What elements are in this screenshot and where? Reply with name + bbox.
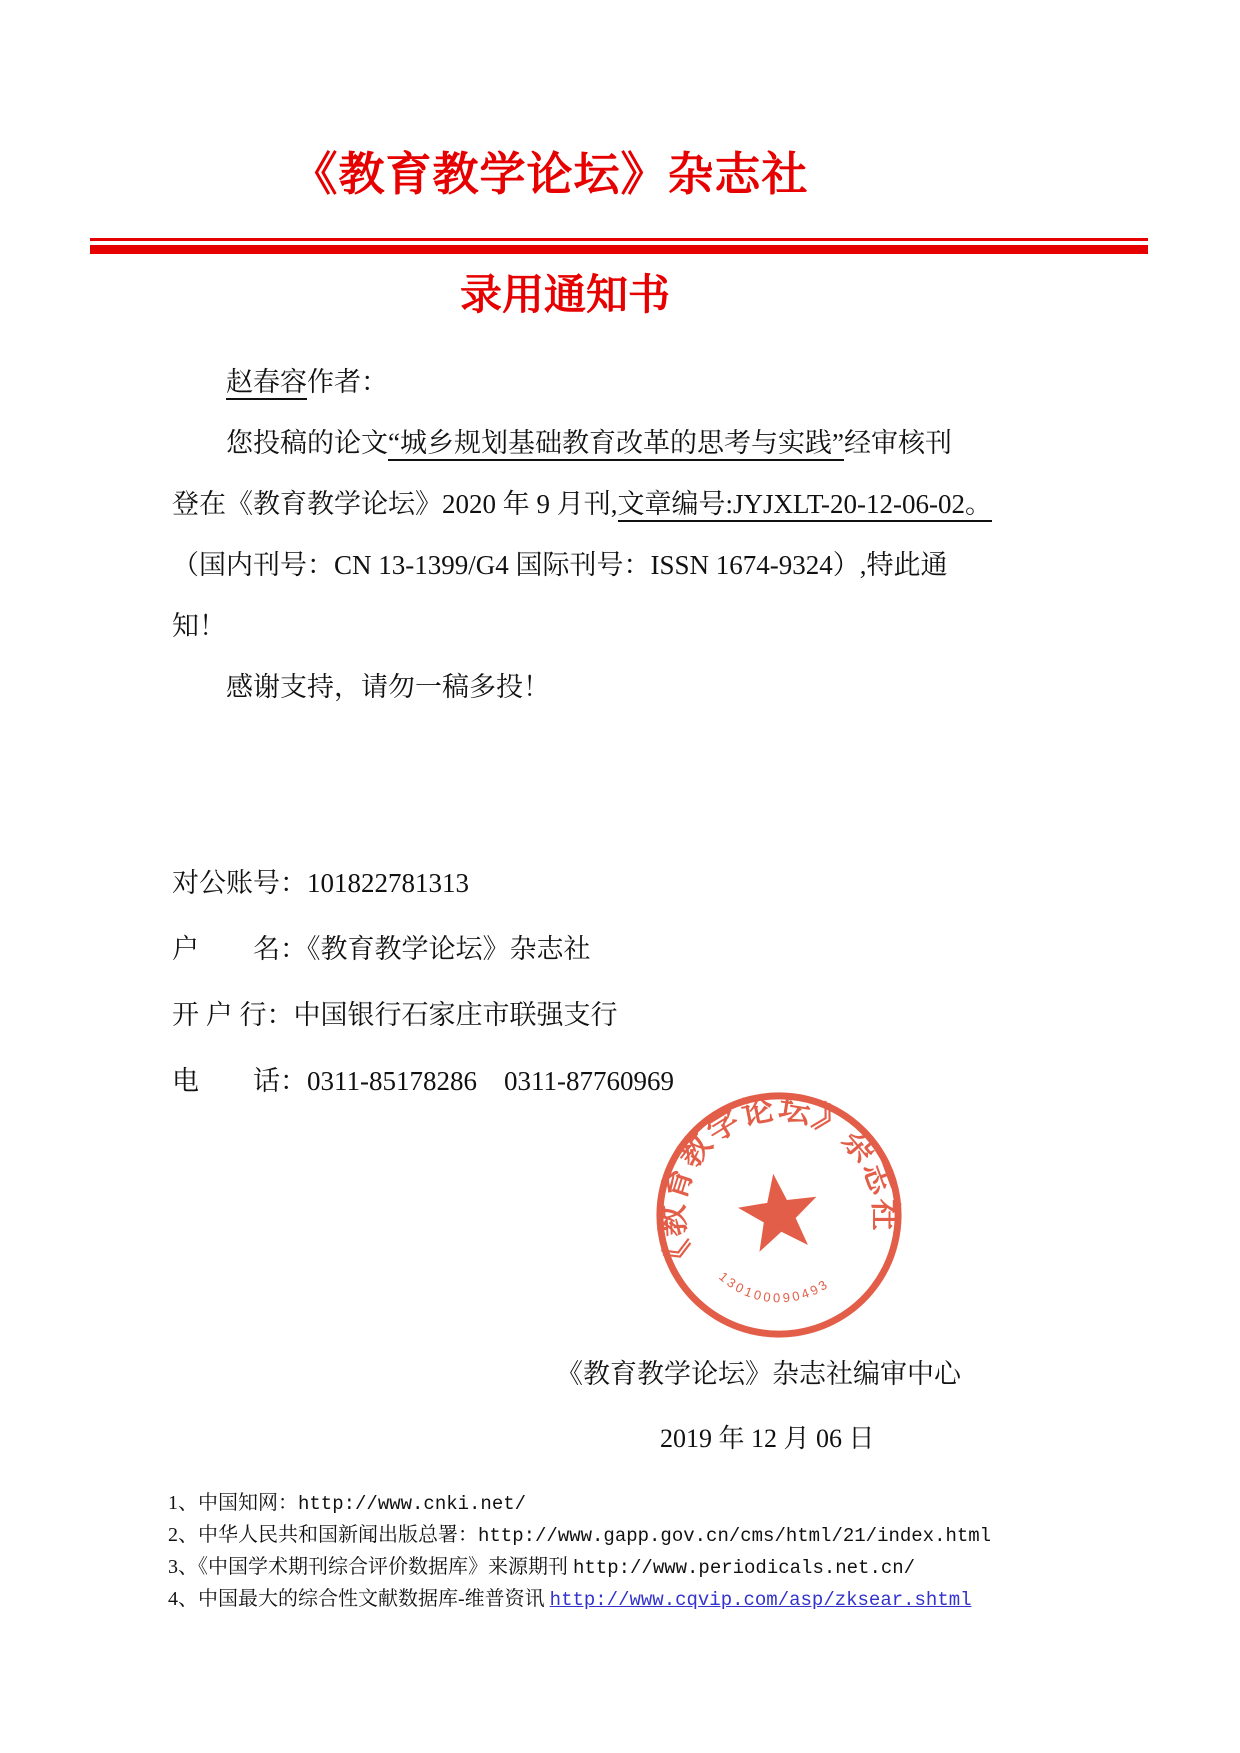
title-separator-thin-line [90, 238, 1148, 241]
stamp-ring-text: 《教育教学论坛》杂志社 [655, 1090, 903, 1279]
stamp-serial-number: 130100090493 [716, 1268, 833, 1306]
account-number-line: 对公账号：101822781313 [172, 868, 469, 898]
reference-item: 3、《中国学术期刊综合评价数据库》来源期刊 http://www.periodicals.net.cn/ [168, 1556, 916, 1579]
svg-text:《教育教学论坛》杂志社 [650, 1086, 908, 1280]
phone-line: 电 话：0311-85178286 0311-87760969 [172, 1066, 674, 1096]
paper-title: “城乡规划基础教育改革的思考与实践” [388, 428, 844, 461]
salutation-line: 赵春容作者： [172, 352, 1082, 413]
body-line: 您投稿的论文“城乡规划基础教育改革的思考与实践”经审核刊 [172, 413, 1082, 474]
letter-body [172, 352, 1082, 718]
gapp-url: http://www.gapp.gov.cn/cms/html/21/index.html [478, 1525, 992, 1547]
title-separator-thick-line [90, 245, 1148, 254]
body-line: （国内刊号：CN 13-1399/G4 国际刊号：ISSN 1674-9324）,特此通 [172, 550, 948, 580]
journal-title: 《教育教学论坛》杂志社 [291, 149, 809, 200]
reference-links [168, 1488, 1148, 1616]
author-name: 赵春容 [226, 367, 307, 400]
bank-branch-line: 开 户 行：中国银行石家庄市联强支行 [172, 1000, 618, 1030]
payment-info [172, 850, 1072, 1114]
star-icon [734, 1168, 823, 1254]
letter-type-title: 录用通知书 [459, 273, 670, 319]
svg-text:130100090493 [715, 1254, 834, 1314]
cnki-url: http://www.cnki.net/ [298, 1493, 527, 1515]
account-name-line: 户 名：《教育教学论坛》杂志社 [172, 934, 591, 964]
signature-organization: 《教育教学论坛》杂志社编审中心 [556, 1359, 961, 1389]
reference-item: 2、中华人民共和国新闻出版总署：http://www.gapp.gov.cn/cms/html/21/index.html [168, 1524, 992, 1547]
reference-item: 4、中国最大的综合性文献数据库-维普资讯 http://www.cqvip.com/asp/zksear.shtml [168, 1588, 972, 1611]
body-line: 知！ [172, 611, 226, 641]
body-line: 登在《教育教学论坛》2020 年 9 月刊,文章编号:JYJXLT-20-12-06-02。 [172, 474, 1082, 535]
body-line: 感谢支持，请勿一稿多投！ [226, 672, 550, 702]
cqvip-link[interactable]: http://www.cqvip.com/asp/zksear.shtml [549, 1589, 972, 1611]
signature-date: 2019 年 12 月 06 日 [660, 1424, 875, 1453]
periodicals-url: http://www.periodicals.net.cn/ [573, 1557, 916, 1579]
official-seal-stamp [650, 1086, 908, 1344]
article-number: 文章编号:JYJXLT-20-12-06-02。 [618, 489, 993, 522]
reference-item: 1、中国知网：http://www.cnki.net/ [168, 1492, 527, 1515]
